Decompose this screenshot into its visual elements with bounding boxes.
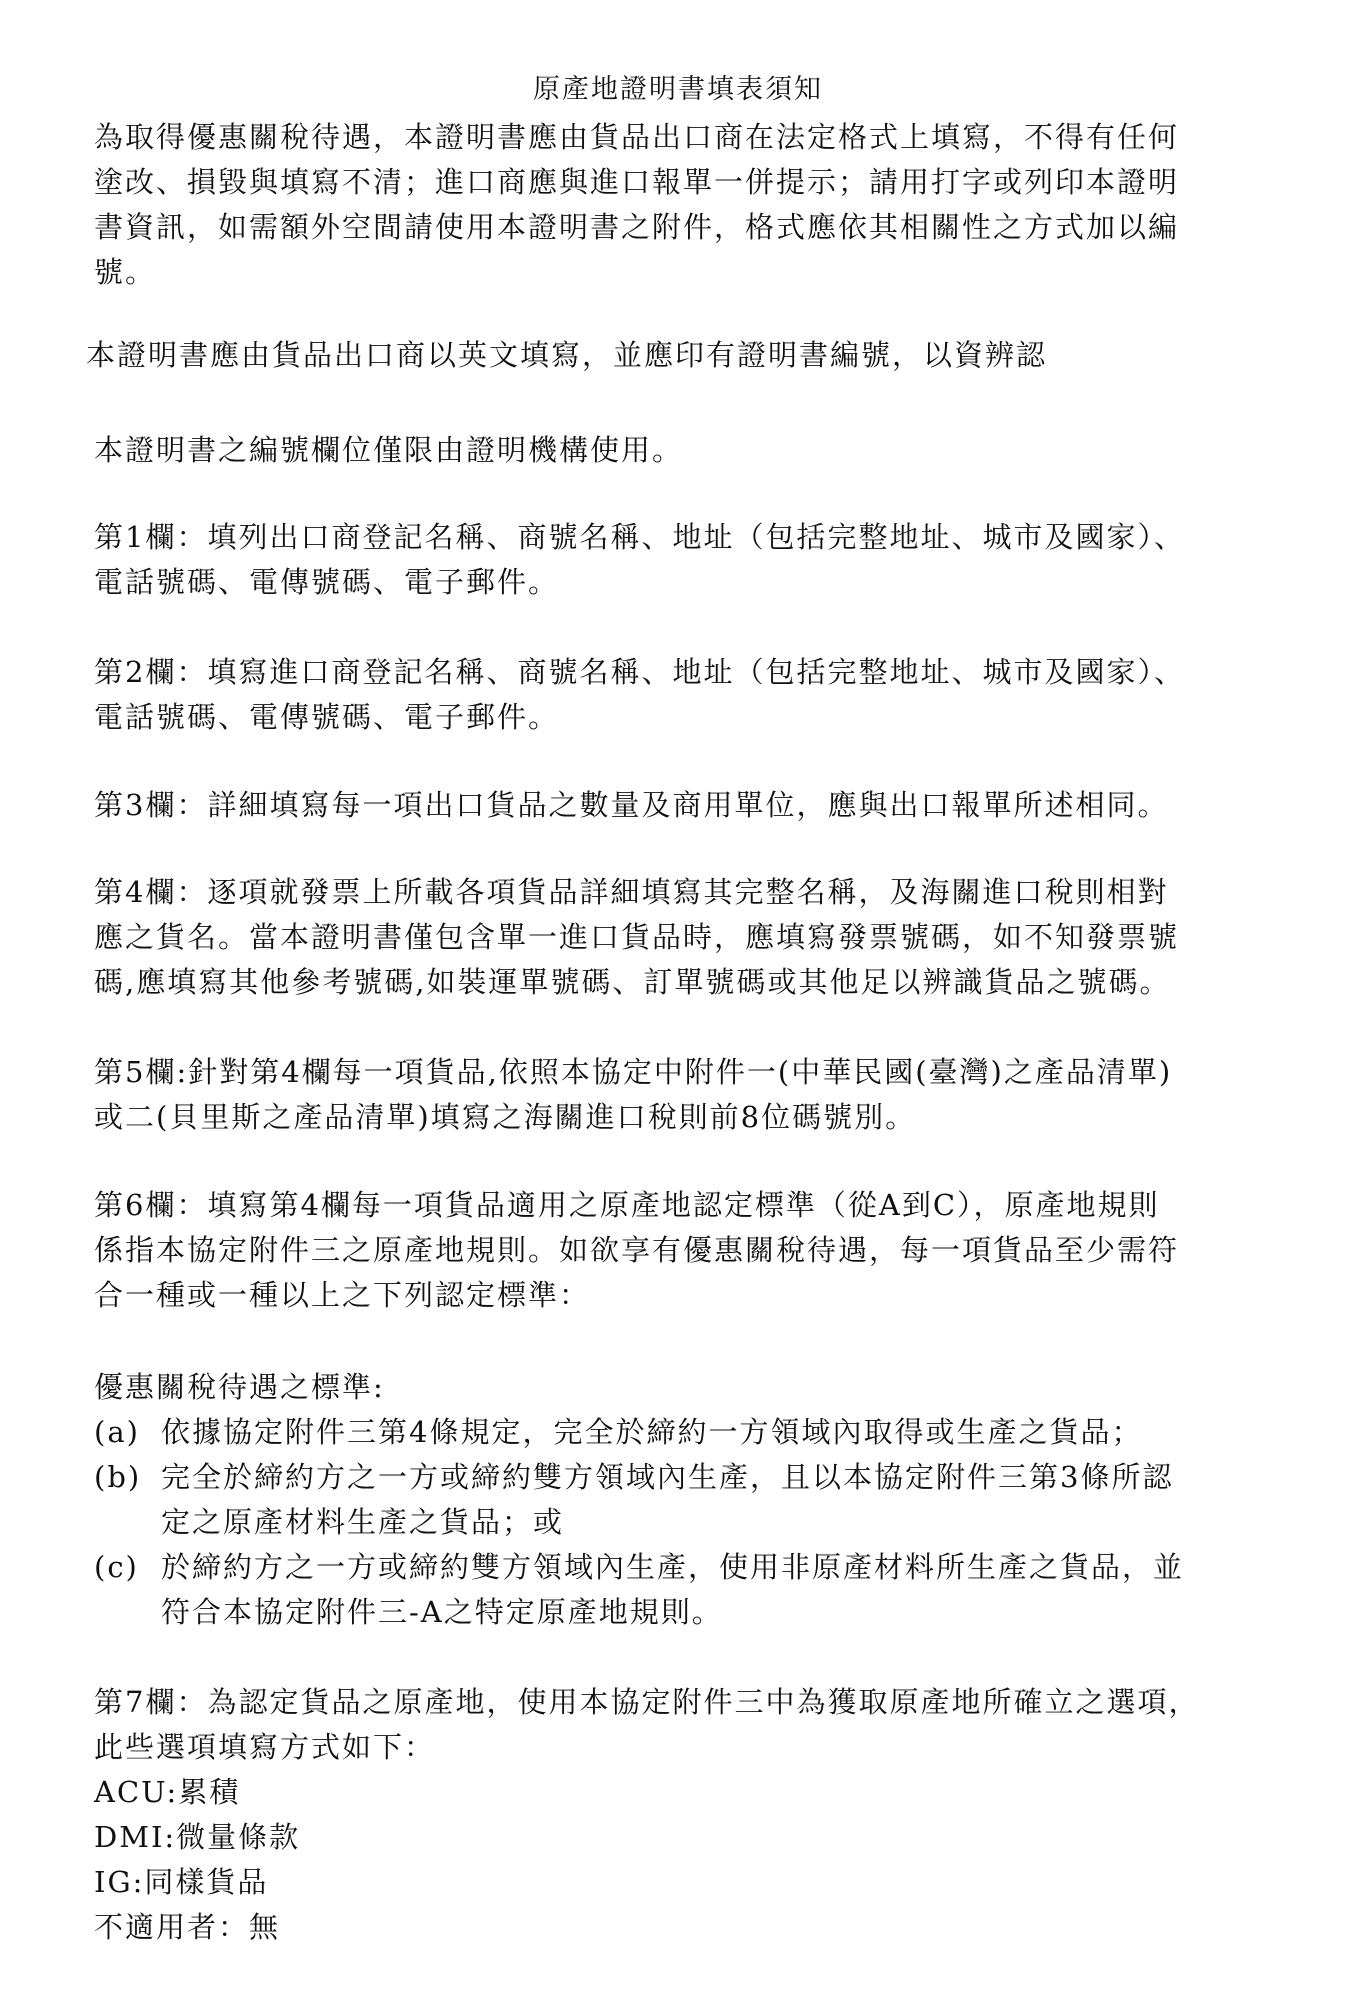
number-field-note-paragraph [94,428,1274,473]
intro-line: 號。 [94,255,157,289]
field-1-line: 電話號碼、電傳號碼、電子郵件。 [94,565,560,599]
criterion-line: 完全於締約方之一方或締約雙方領域內生產，且以本協定附件三第3條所認 [161,1460,1174,1494]
criterion-label: (c) [94,1550,139,1584]
field-7-line: 此些選項填寫方式如下： [94,1730,436,1764]
criterion-line: 符合本協定附件三-A之特定原產地規則。 [161,1595,723,1629]
field-7-paragraph [94,1680,1274,1770]
field-2-line: 第2欄：填寫進口商登記名稱、商號名稱、地址（包括完整地址、城市及國家）、 [94,655,1185,689]
field-2-line: 電話號碼、電傳號碼、電子郵件。 [94,700,560,734]
field-5-paragraph [94,1050,1274,1140]
number-field-note: 本證明書之編號欄位僅限由證明機構使用。 [94,433,684,467]
field-6-line: 第6欄：填寫第4欄每一項貨品適用之原產地認定標準（從A到C），原產地規則 [94,1188,1160,1222]
field-5-line: 第5欄:針對第4欄每一項貨品,依照本協定中附件一(中華民國(臺灣)之產品清單) [94,1055,1173,1089]
criterion-text [161,1410,1281,1455]
option-item: IG:同樣貨品 [94,1865,269,1899]
criterion-text [161,1455,1281,1545]
english-note: 本證明書應由貨品出口商以英文填寫，並應印有證明書編號，以資辨認 [86,338,1048,372]
intro-paragraph [94,115,1274,295]
field-3-paragraph [94,783,1274,828]
option-item: ACU:累積 [94,1775,241,1809]
criteria-heading-text: 優惠關稅待遇之標準: [94,1370,385,1404]
intro-line: 為取得優惠關稅待遇，本證明書應由貨品出口商在法定格式上填寫，不得有任何 [94,120,1180,154]
field-7-line: 第7欄：為認定貨品之原產地，使用本協定附件三中為獲取原產地所確立之選項， [94,1685,1200,1719]
field-6-paragraph [94,1183,1274,1318]
criterion-label: (b) [94,1460,142,1494]
field-4-line: 碼,應填寫其他參考號碼,如裝運單號碼、訂單號碼或其他足以辨識貨品之號碼。 [94,965,1171,999]
intro-line: 塗改、損毀與填寫不清；進口商應與進口報單一併提示；請用打字或列印本證明 [94,165,1180,199]
field-6-line: 合一種或一種以上之下列認定標準： [94,1278,591,1312]
field-2-paragraph [94,650,1274,740]
criterion-line: 定之原產材料生產之貨品；或 [161,1505,565,1539]
field-4-line: 第4欄：逐項就發票上所載各項貨品詳細填寫其完整名稱，及海關進口稅則相對 [94,875,1169,909]
field-1-line: 第1欄：填列出口商登記名稱、商號名稱、地址（包括完整地址、城市及國家）、 [94,520,1185,554]
field-4-paragraph [94,870,1274,1005]
criterion-line: 於締約方之一方或締約雙方領域內生產，使用非原產材料所生產之貨品，並 [161,1550,1185,1584]
intro-line: 書資訊，如需額外空間請使用本證明書之附件，格式應依其相關性之方式加以編 [94,210,1180,244]
field-5-line: 或二(貝里斯之產品清單)填寫之海關進口稅則前8位碼號別。 [94,1100,917,1134]
criteria-heading [94,1365,1274,1410]
field-1-paragraph [94,515,1274,605]
english-note-paragraph [86,333,1266,378]
criterion-text [161,1545,1281,1635]
option-item: 不適用者：無 [94,1910,281,1944]
criterion-label: (a) [94,1415,140,1449]
option-item: DMI:微量條款 [94,1820,301,1854]
document-title: 原產地證明書填表須知 [533,74,823,105]
options-list [94,1770,1274,1950]
criterion-line: 依據協定附件三第4條規定，完全於締約一方領域內取得或生產之貨品； [161,1415,1143,1449]
field-3-line: 第3欄：詳細填寫每一項出口貨品之數量及商用單位，應與出口報單所述相同。 [94,788,1169,822]
field-4-line: 應之貨名。當本證明書僅包含單一進口貨品時，應填寫發票號碼，如不知發票號 [94,920,1180,954]
field-6-line: 係指本協定附件三之原產地規則。如欲享有優惠關稅待遇，每一項貨品至少需符 [94,1233,1180,1267]
